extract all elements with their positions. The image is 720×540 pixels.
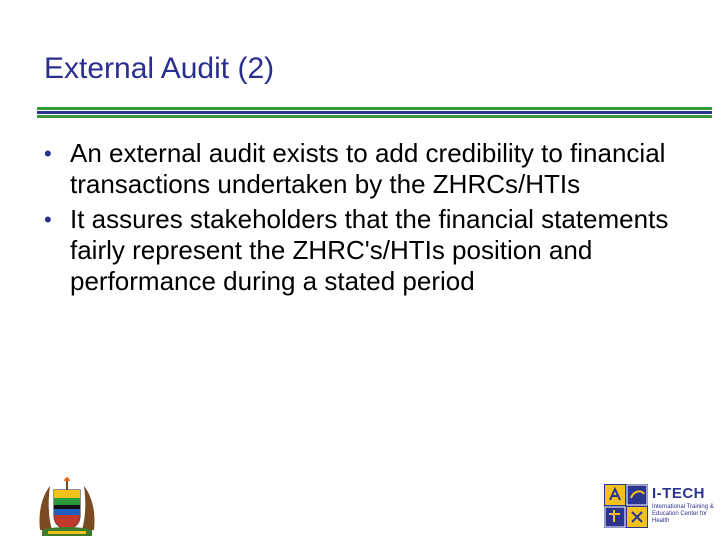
bullet-dot-icon: • [44,207,52,232]
itech-logo-icon [604,484,648,528]
title-divider-bottom [37,115,712,118]
itech-logo [604,484,714,532]
tanzania-coat-of-arms-icon [34,472,100,538]
title-divider-top [37,107,712,110]
slide-title: External Audit (2) [44,52,275,85]
itech-subtitle: International Training & Education Center for Health [652,504,714,524]
bullet-item [44,138,694,200]
bullet-item [44,204,694,297]
bullet-text: An external audit exists to add credibility to financial transactions undertaken by the ZHRCs/HTIs [70,138,666,199]
bullet-text: It assures stakeholders that the financial statements fairly represent the ZHRC's/HTIs position and performance during a stated period [70,204,669,296]
title-divider-middle [37,111,712,114]
itech-name: I-TECH [652,485,705,502]
bullet-dot-icon: • [44,141,52,166]
bullet-list [44,138,694,301]
